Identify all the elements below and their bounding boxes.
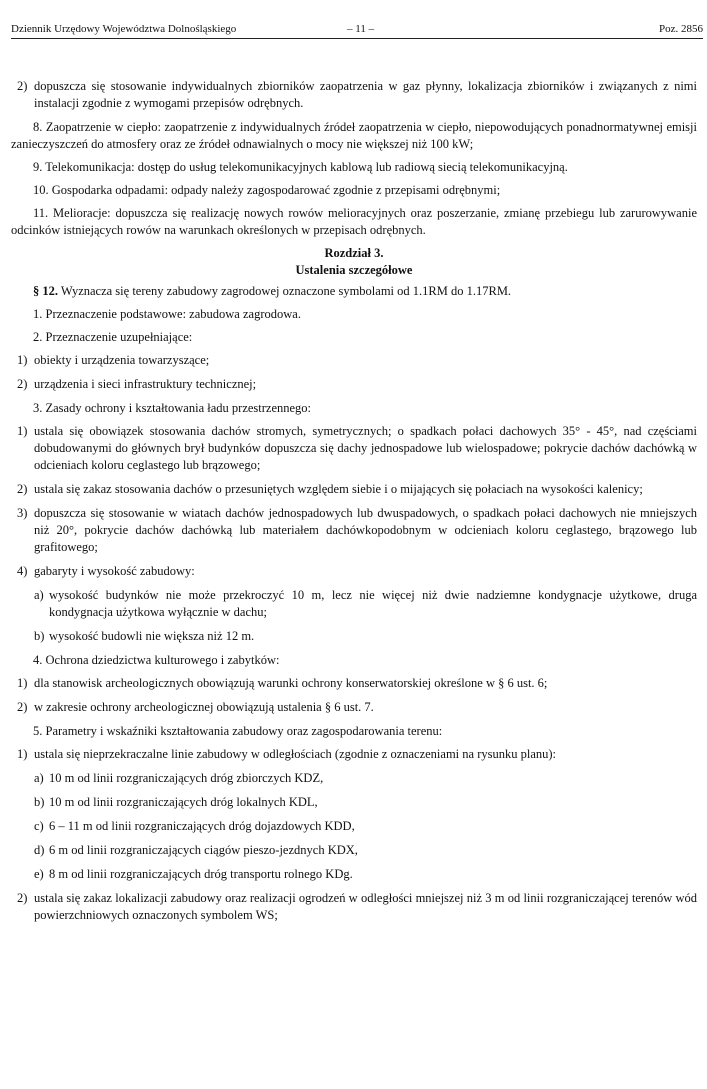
section-1: 1. Przeznaczenie podstawowe: zabudowa zagrodowa.: [33, 307, 301, 321]
position-number: Poz. 2856: [659, 23, 703, 35]
list-item: [11, 78, 697, 112]
section-2: 2. Przeznaczenie uzupełniające:: [33, 330, 193, 344]
section-4: 4. Ochrona dziedzictwa kulturowego i zabytków:: [33, 653, 280, 667]
paragraph-telecom: 9. Telekomunikacja: dostęp do usług telekomunikacyjnych kablową lub radiową siecią telekomunikacyjną.: [33, 160, 568, 174]
paragraph-12: [11, 283, 697, 300]
item-text: ustala się nieprzekraczalne linie zabudowy w odległościach (zgodnie z oznaczeniami na rysunku planu):: [34, 747, 557, 761]
sub-list-item: [11, 866, 697, 883]
sub-item-text: 10 m od linii rozgraniczających dróg lokalnych KDL,: [49, 795, 318, 809]
item-number: 3): [17, 506, 28, 520]
item-text: urządzenia i sieci infrastruktury technicznej;: [34, 377, 257, 391]
item-text: obiekty i urządzenia towarzyszące;: [34, 353, 210, 367]
sub-item-letter: e): [34, 867, 44, 881]
section-5: 5. Parametry i wskaźniki kształtowania zabudowy oraz zagospodarowania terenu:: [33, 724, 443, 738]
item-text: dopuszcza się stosowanie w wiatach dachów jednospadowych lub dwuspadowych, o spadkach połaci dachowych nie mniejszych niż 20°, pokrycie dachów dachówką lub materiałem dachówkopodobnym w odcieniach koloru ceglastego, brązowego lub grafitowego;: [34, 506, 697, 554]
sub-item-letter: b): [34, 795, 45, 809]
item-text: dla stanowisk archeologicznych obowiązują warunki ochrony konserwatorskiej określone w § 6 ust. 6;: [34, 676, 548, 690]
item-number: 1): [17, 676, 28, 690]
sub-item-letter: d): [34, 843, 45, 857]
item-number: 1): [17, 747, 28, 761]
sub-item-letter: a): [34, 771, 44, 785]
section-3: 3. Zasady ochrony i kształtowania ładu przestrzennego:: [33, 401, 312, 415]
paragraph-12-text: Wyznacza się tereny zabudowy zagrodowej oznaczone symbolami od 1.1RM do 1.17RM.: [58, 284, 512, 298]
sub-item-letter: c): [34, 819, 44, 833]
item-number: 2): [17, 891, 28, 905]
list-item: [11, 890, 697, 924]
item-number: 2): [17, 482, 28, 496]
chapter-heading: [11, 245, 697, 279]
sub-list-item: [11, 770, 697, 787]
sub-item-text: wysokość budynków nie może przekroczyć 10 m, lecz nie więcej niż dwie nadziemne kondygnacje użytkowe, druga kondygnacja użytkowa wyłącznie w dachu;: [49, 588, 697, 619]
item-text: dopuszcza się stosowanie indywidualnych zbiorników zaopatrzenia w gaz płynny, lokalizacja zbiorników i związanych z nimi instalacji zgodnie z wymogami przepisów odrębnych.: [34, 79, 697, 110]
item-text: ustala się zakaz stosowania dachów o przesuniętych względem siebie i o mijających się połaciach na wysokości kalenicy;: [34, 482, 643, 496]
item-number: 4): [17, 564, 28, 578]
sub-item-text: wysokość budowli nie większa niż 12 m.: [49, 629, 255, 643]
document-body: [11, 78, 697, 931]
sub-item-letter: b): [34, 629, 45, 643]
item-number: 1): [17, 353, 28, 367]
sub-item-letter: a): [34, 588, 44, 602]
list-item: [11, 376, 697, 393]
item-number: 2): [17, 700, 28, 714]
sub-list-item: [11, 818, 697, 835]
sub-item-text: 8 m od linii rozgraniczających dróg transportu rolnego KDg.: [49, 867, 353, 881]
sub-list-item: [11, 628, 697, 645]
sub-item-text: 6 – 11 m od linii rozgraniczających dróg dojazdowych KDD,: [49, 819, 355, 833]
list-item: [11, 481, 697, 498]
list-item: [11, 352, 697, 369]
page-number: – 11 –: [347, 23, 375, 35]
paragraph-waste: 10. Gospodarka odpadami: odpady należy zagospodarować zgodnie z przepisami odrębnymi;: [33, 183, 501, 197]
list-item: [11, 746, 697, 763]
paragraph-drainage: 11. Melioracje: dopuszcza się realizację nowych rowów melioracyjnych oraz poszerzanie, zmianę przebiegu lub zarurowywanie odcinków istniejących rowów na warunkach określonych w przepisach odrębnych.: [11, 206, 697, 237]
journal-title: Dziennik Urzędowy Województwa Dolnośląskiego: [11, 23, 237, 35]
page-header: [11, 22, 703, 39]
list-item: [11, 675, 697, 692]
sub-list-item: [11, 587, 697, 621]
item-text: w zakresie ochrony archeologicznej obowiązują ustalenia § 6 ust. 7.: [34, 700, 374, 714]
list-item: [11, 505, 697, 556]
list-item: [11, 699, 697, 716]
sub-item-text: 6 m od linii rozgraniczających ciągów pieszo-jezdnych KDX,: [49, 843, 358, 857]
item-number: 2): [17, 79, 28, 93]
list-item: [11, 563, 697, 580]
item-number: 2): [17, 377, 28, 391]
chapter-number: Rozdział 3.: [324, 246, 384, 260]
chapter-title: Ustalenia szczegółowe: [295, 263, 413, 277]
sub-list-item: [11, 794, 697, 811]
item-text: gabaryty i wysokość zabudowy:: [34, 564, 195, 578]
list-item: [11, 423, 697, 474]
item-text: ustala się obowiązek stosowania dachów stromych, symetrycznych; o spadkach połaci dachowych 35° - 45°, nad częściami dobudowanymi do głównych brył budynków dopuszcza się dachy jednospadowe lub wielospadowe; pokrycie dachów dachówką w odcieniach koloru ceglastego lub brązowego;: [34, 424, 697, 472]
paragraph-heating: 8. Zaopatrzenie w ciepło: zaopatrzenie z indywidualnych źródeł zaopatrzenia w ciepło, niepowodujących ponadnormatywnej emisji zanieczyszczeń do atmosfery oraz ze źródeł odnawialnych o mocy nie większej niż 100 kW;: [11, 120, 697, 151]
sub-list-item: [11, 842, 697, 859]
sub-item-text: 10 m od linii rozgraniczających dróg zbiorczych KDZ,: [49, 771, 324, 785]
item-text: ustala się zakaz lokalizacji zabudowy oraz realizacji ogrodzeń w odległości mniejszej niż 3 m od linii rozgraniczającej terenów wód powierzchniowych oznaczonych symbolem WS;: [34, 891, 697, 922]
item-number: 1): [17, 424, 28, 438]
paragraph-symbol: § 12.: [33, 284, 58, 298]
